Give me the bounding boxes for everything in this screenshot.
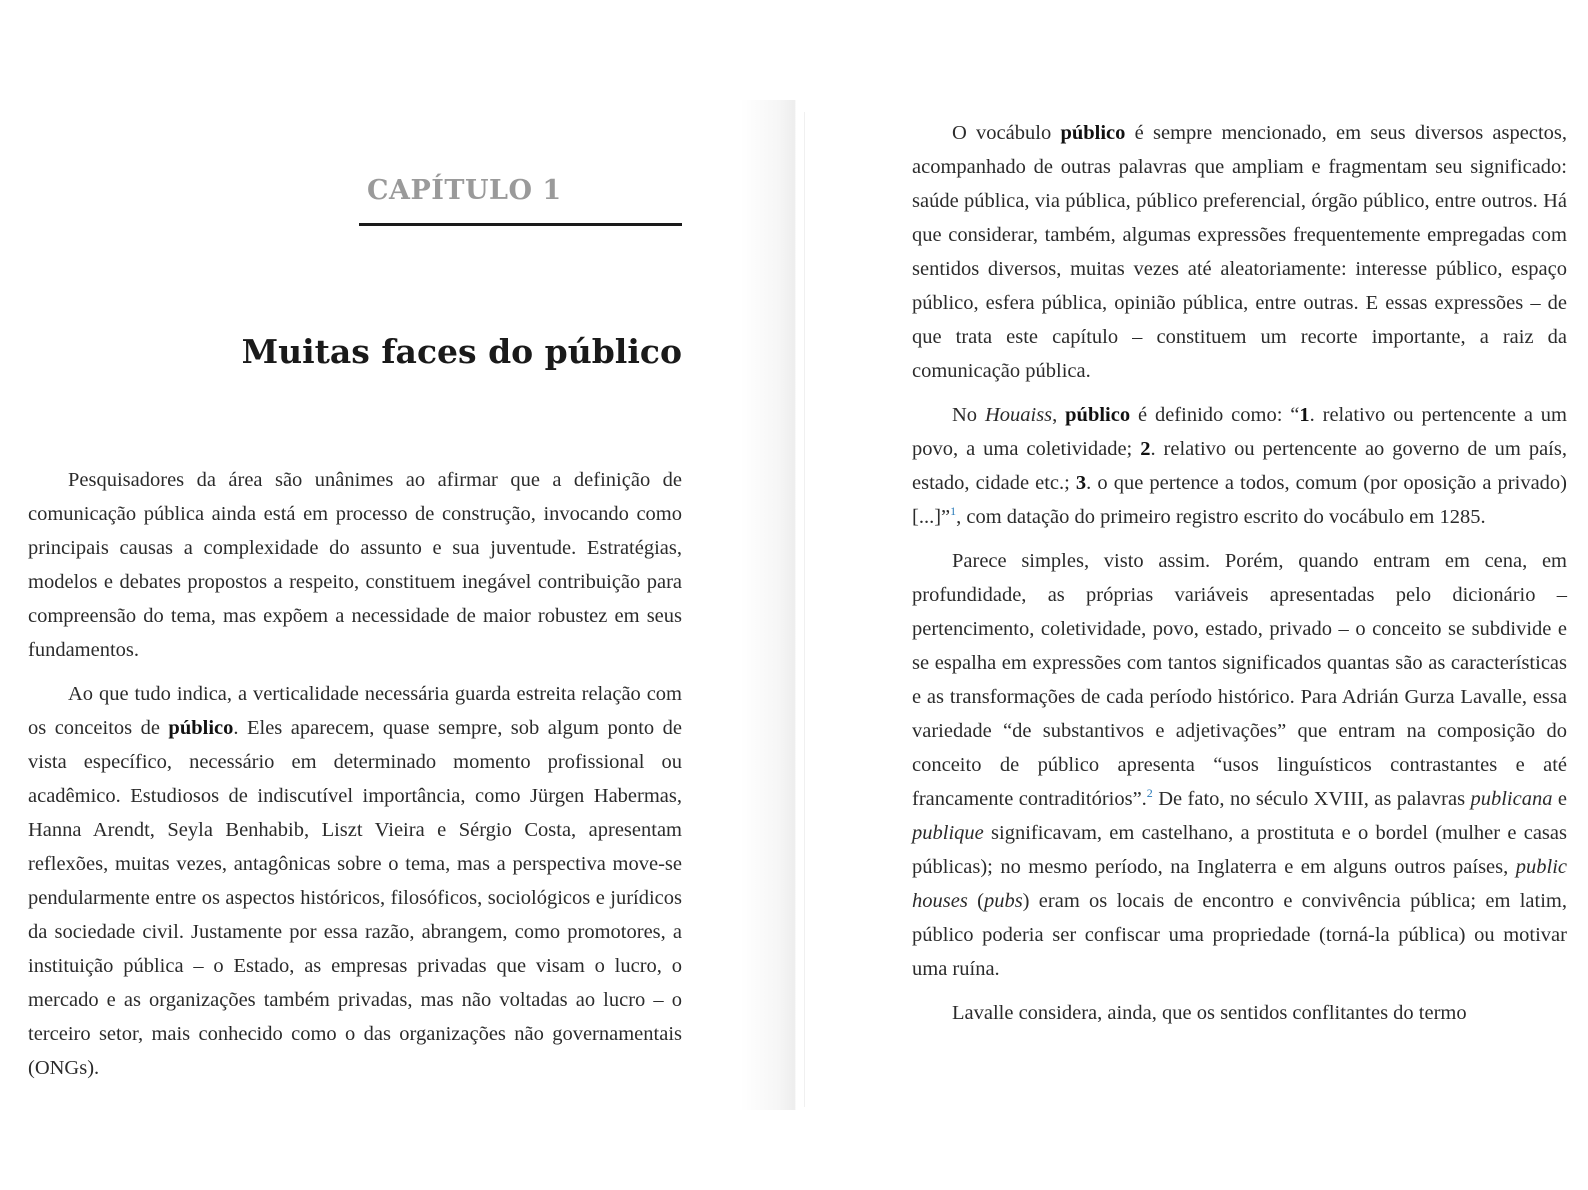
italic-term: publicana [1470,788,1553,810]
definition-number: 3 [1075,472,1087,494]
paragraph: O vocábulo público é sempre mencionado, em seus diversos aspectos, acompanhado de outras palavras que ampliam e fragmentam seu significado: saúde pública, via pública, público preferencial, órgão público, entre outros. Há que considerar, também, algumas expressões frequentemente empregadas com sentidos diversos, muitas vezes até aleatoriamente: interesse público, espaço público, esfera pública, opinião pública, entre outras. E essas expressões – de que trata este capítulo – constituem um recorte importante, a raiz da comunicação pública. [912,122,1568,382]
italic-term: pubs [983,890,1023,912]
footnote-link[interactable]: 1 [950,504,957,519]
paragraph: Lavalle considera, ainda, que os sentidos conflitantes do termo [952,1002,1467,1024]
italic-term: public houses [912,856,1567,912]
chapter-title: Muitas faces do público [241,332,682,371]
paragraph: Pesquisadores da área são unânimes ao afirmar que a definição de comunicação pública ainda está em processo de construção, invocando como principais causas a complexidade do assunto e sua juventude. Estratégias, modelos e debates propostos a respeito, constituem inegável contribuição para compreensão do tema, mas expõem a necessidade de maior robustez em seus fundamentos. [28,469,682,661]
bold-term: público [168,717,234,739]
italic-term: Houaiss [984,404,1053,426]
definition-number: 1 [1299,404,1310,426]
bold-term: público [1060,122,1126,144]
italic-term: publique [912,822,984,844]
page-gutter-line [804,112,805,1107]
right-body-text [912,116,1567,1040]
footnote-link[interactable]: 2 [1146,786,1153,801]
definition-number: 2 [1140,438,1151,460]
paragraph: Parece simples, visto assim. Porém, quando entram em cena, em profundidade, as próprias variáveis apresentadas pelo dicionário – pertencimento, coletividade, povo, estado, privado – o conceito se subdivide e se espalha em expressões com tantos significados quantas são as características e as transformações de cada período histórico. Para Adrián Gurza Lavalle, essa variedade “de substantivos e adjetivações” que entram na composição do conceito de público apresenta “usos linguísticos contrastantes e até francamente contraditórios”.$^2$ De fato, no século XVIII, as palavras publicana e publique significavam, em castelhano, a prostituta e o bordel (mulher e casas públicas); no mesmo período, na Inglaterra e em alguns outros países, public houses (pubs) eram os locais de encontro e convivência pública; em latim, público poderia ser confiscar uma propriedade (torná-la pública) ou motivar uma ruína. [912,550,1567,980]
bold-term: público [1065,404,1131,426]
paragraph: No Houaiss, público é definido como: “1. relativo ou pertencente a um povo, a uma coletividade; 2. relativo ou pertencente ao governo de um país, estado, cidade etc.; 3. o que pertence a todos, comum (por oposição a privado) [...]”$^1$, com datação do primeiro registro escrito do vocábulo em 1285. [912,404,1567,528]
chapter-rule [359,223,682,226]
page-gutter-shadow [740,100,810,1110]
chapter-label: CAPÍTULO 1 [367,175,562,206]
left-body-text [28,463,682,1095]
paragraph: Ao que tudo indica, a verticalidade necessária guarda estreita relação com os conceitos de público. Eles aparecem, quase sempre, sob algum ponto de vista específico, necessário em determinado momento profissional ou acadêmico. Estudiosos de indiscutível importância, como Jürgen Habermas, Hanna Arendt, Seyla Benhabib, Liszt Vieira e Sérgio Costa, apresentam reflexões, muitas vezes, antagônicas sobre o tema, mas a perspectiva move-se pendularmente entre os aspectos históricos, filosóficos, sociológicos e jurídicos da sociedade civil. Justamente por essa razão, abrangem, como promotores, a instituição pública – o Estado, as empresas privadas que visam o lucro, o mercado e as organizações também privadas, mas não voltadas ao lucro – o terceiro setor, mais conhecido como o das organizações não governamentais (ONGs). [28,683,682,1079]
